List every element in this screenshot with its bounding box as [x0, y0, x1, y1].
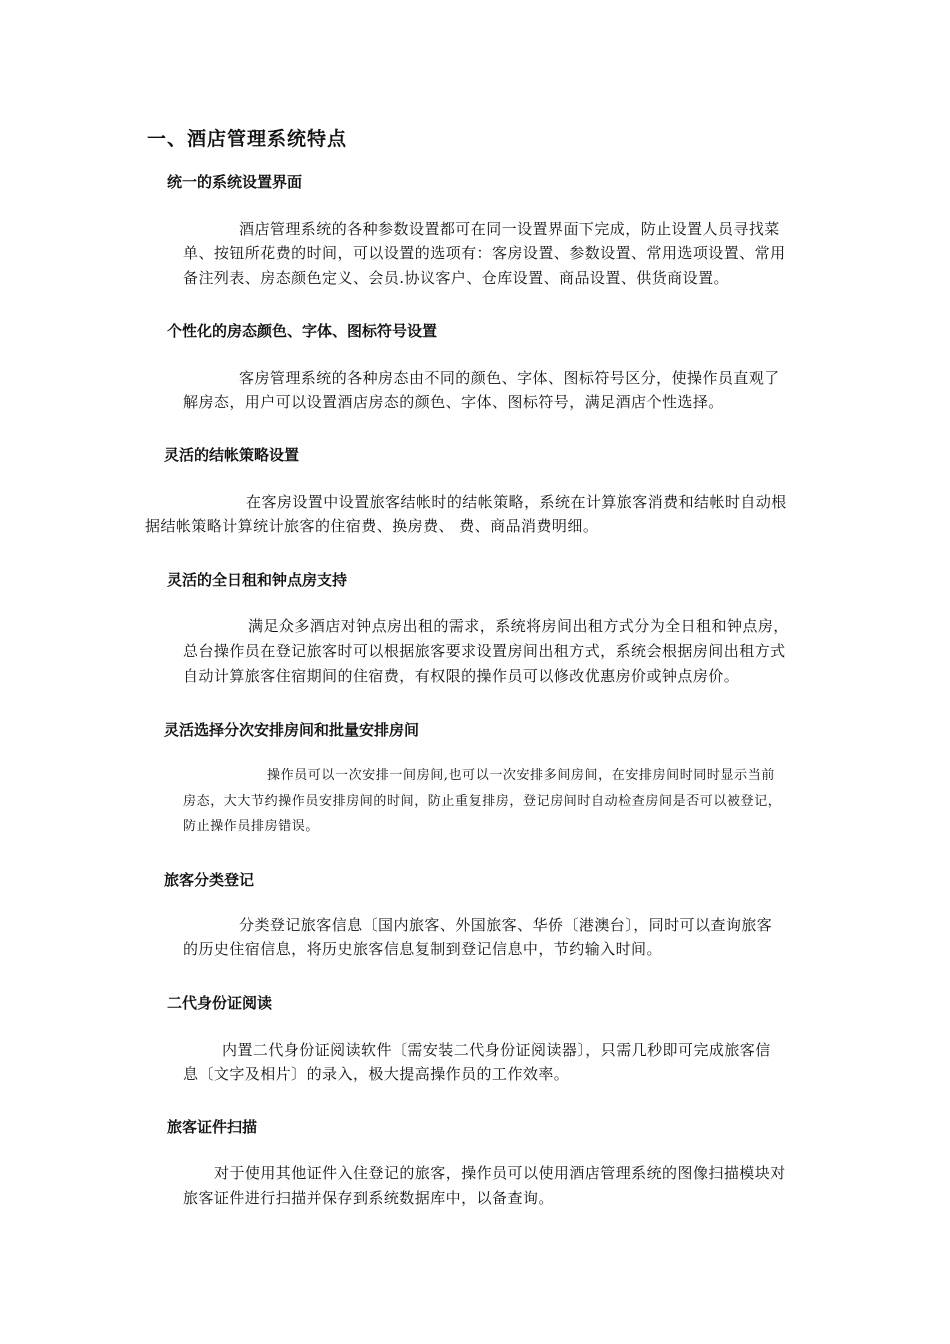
- paragraph-line: 操作员可以一次安排一间房间,也可以一次安排多间房间，在安排房间时同时显示当前: [267, 768, 775, 783]
- paragraph-line: 客房管理系统的各种房态由不同的颜色、字体、图标符号区分，使操作员直观了: [239, 369, 780, 387]
- paragraph-line: 自动计算旅客住宿期间的住宿费，有权限的操作员可以修改优惠房价或钟点房价。: [183, 667, 740, 685]
- paragraph-line: 据结帐策略计算统计旅客的住宿费、换房费、 费、商品消费明细。: [145, 517, 599, 535]
- paragraph-line: 内置二代身份证阅读软件〔需安装二代身份证阅读器〕，只需几秒即可完成旅客信: [222, 1041, 771, 1059]
- paragraph-line: 满足众多酒店对钟点房出租的需求，系统将房间出租方式分为全日租和钟点房，: [248, 617, 789, 635]
- section-heading: 灵活选择分次安排房间和批量安排房间: [164, 721, 420, 739]
- section-heading: 二代身份证阅读: [167, 994, 273, 1012]
- paragraph-line: 旅客证件进行扫描并保存到系统数据库中，以备查询。: [183, 1189, 554, 1207]
- paragraph-line: 酒店管理系统的各种参数设置都可在同一设置界面下完成，防止设置人员寻找菜: [239, 220, 780, 238]
- section-heading: 个性化的房态颜色、字体、图标符号设置: [167, 322, 438, 340]
- paragraph-line: 房态，大大节约操作员安排房间的时间，防止重复排房，登记房间时自动检查房间是否可以被登记，: [183, 794, 782, 809]
- paragraph-line: 息〔文字及相片〕的录入，极大提高操作员的工作效率。: [183, 1065, 570, 1083]
- paragraph-line: 防止操作员排房错误。: [183, 819, 320, 834]
- section-heading: 旅客证件扫描: [167, 1118, 258, 1136]
- page-title: 一、酒店管理系统特点: [147, 128, 348, 150]
- paragraph-line: 的历史住宿信息，将历史旅客信息复制到登记信息中，节约输入时间。: [183, 940, 662, 958]
- paragraph-line: 对于使用其他证件入住登记的旅客，操作员可以使用酒店管理系统的图像扫描模块对: [214, 1164, 786, 1182]
- section-heading: 灵活的结帐策略设置: [164, 446, 300, 464]
- paragraph-line: 总台操作员在登记旅客时可以根据旅客要求设置房间出租方式，系统会根据房间出租方式: [183, 642, 786, 660]
- section-heading: 灵活的全日租和钟点房支持: [167, 571, 348, 589]
- section-heading: 统一的系统设置界面: [167, 173, 303, 191]
- paragraph-line: 解房态，用户可以设置酒店房态的颜色、字体、图标符号，满足酒店个性选择。: [183, 393, 724, 411]
- paragraph-line: 分类登记旅客信息〔国内旅客、外国旅客、华侨〔港澳台〕，同时可以查询旅客: [239, 916, 773, 934]
- paragraph-line: 在客房设置中设置旅客结帐时的结帐策略，系统在计算旅客消费和结帐时自动根: [246, 493, 787, 511]
- paragraph-line: 单、按钮所花费的时间，可以设置的选项有：客房设置、参数设置、常用选项设置、常用: [183, 244, 786, 262]
- section-heading: 旅客分类登记: [164, 871, 255, 889]
- paragraph-line: 备注列表、房态颜色定义、会员.协议客户、仓库设置、商品设置、供货商设置。: [183, 269, 729, 287]
